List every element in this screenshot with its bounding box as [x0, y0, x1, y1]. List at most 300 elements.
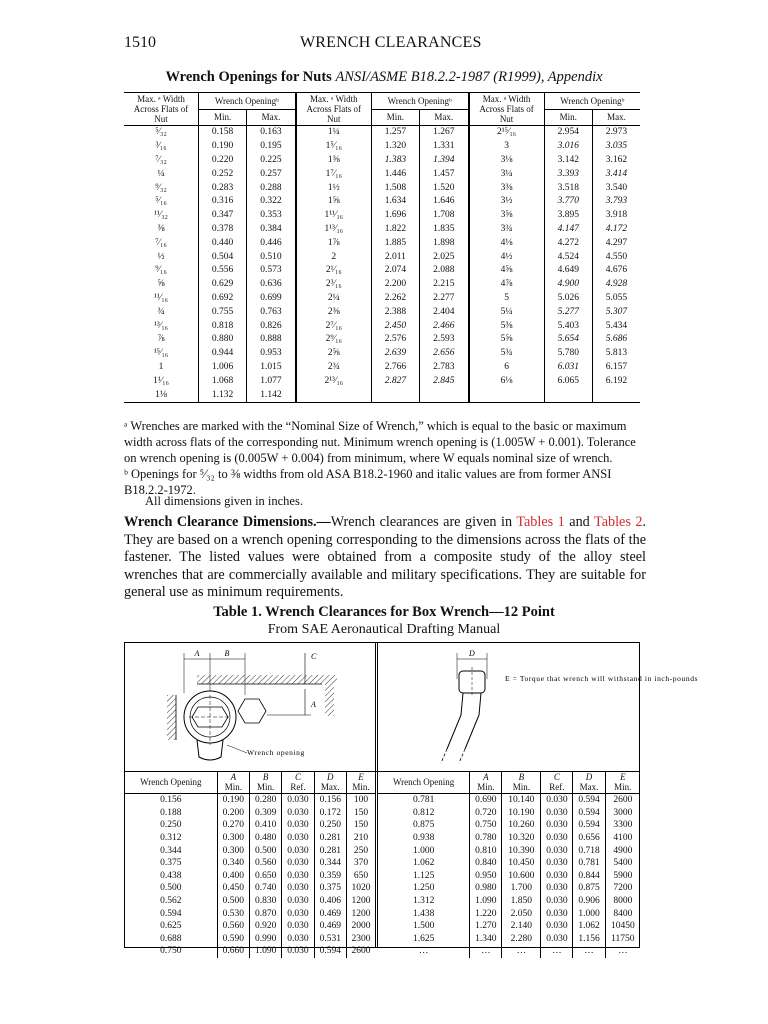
nut-table-cell — [371, 388, 419, 402]
nut-table-row — [124, 361, 640, 375]
clearance-row — [125, 832, 375, 845]
clearance-cell: 100 — [346, 794, 375, 807]
clearance-col-sub: Max. — [579, 782, 599, 792]
clearance-cell: 0.469 — [314, 920, 346, 933]
clearance-cell: … — [605, 945, 640, 958]
clearance-cell: … — [573, 945, 605, 958]
dim-label-b: B — [224, 649, 230, 658]
nut-table-cell: 2⁷⁄₁₆ — [296, 319, 372, 333]
nut-table-cell: 5.403 — [544, 319, 592, 333]
clearance-col-header — [346, 771, 375, 794]
torque-label — [505, 674, 698, 683]
nut-table-cell: 0.699 — [247, 292, 296, 306]
nut-table-cell: 2.639 — [371, 347, 419, 361]
clearance-row — [378, 819, 640, 832]
clearance-col-sub: Ref. — [549, 782, 565, 792]
nut-table-cell: 4⅞ — [469, 278, 545, 292]
clearance-cell: 2600 — [346, 945, 375, 958]
clearance-cell: 650 — [346, 870, 375, 883]
nut-table-cell: 3.793 — [592, 195, 640, 209]
clearance-cell: 1.090 — [470, 895, 502, 908]
clearance-cell: 0.030 — [282, 844, 314, 857]
wrench-handle-dashed — [441, 749, 465, 763]
clearance-row — [378, 920, 640, 933]
nut-table-cell: 3.518 — [544, 181, 592, 195]
nut-table-cell: 0.953 — [247, 347, 296, 361]
clearance-cell: 0.500 — [160, 883, 182, 894]
nut-table-cell: 1.257 — [371, 126, 419, 140]
clearance-cell: 370 — [346, 857, 375, 870]
clearance-cell: 0.359 — [314, 870, 346, 883]
clearance-cell: 0.270 — [217, 819, 249, 832]
table1-frame — [124, 642, 699, 957]
nut-table-title-main: Wrench Openings for Nuts — [165, 69, 332, 85]
nut-openings-table — [124, 92, 640, 403]
clearance-cell: 0.531 — [314, 933, 346, 946]
running-title: WRENCH CLEARANCES — [300, 34, 482, 51]
clearance-cell: 0.560 — [217, 920, 249, 933]
clearance-cell: 5900 — [605, 870, 640, 883]
clearance-cell: 1200 — [346, 895, 375, 908]
clearance-cell: 2600 — [605, 794, 640, 807]
dim-label-a2: A — [311, 700, 316, 709]
nut-table-cell: ⁹⁄₁₆ — [155, 265, 167, 276]
clearance-cell: 0.920 — [250, 920, 282, 933]
clearance-col-header — [378, 771, 470, 794]
nut-table-cell: 0.446 — [247, 236, 296, 250]
nut-table-cell: 0.504 — [199, 250, 247, 264]
nut-table-cell: 6.065 — [544, 374, 592, 388]
clearance-cell: 1.438 — [412, 908, 435, 919]
nut-table-cell: 2¼ — [296, 292, 372, 306]
clearance-cell: 0.720 — [470, 807, 502, 820]
clearance-col-name: B — [262, 772, 269, 782]
nut-table-cell: 4.649 — [544, 264, 592, 278]
clearance-col-name: C — [294, 772, 301, 782]
nut-table-cell — [296, 388, 372, 402]
wall-hatch-left — [167, 695, 176, 740]
clearance-cell: 0.312 — [160, 833, 182, 844]
col-max-header: Max. — [247, 109, 296, 126]
clearance-cell: 10.190 — [502, 807, 541, 820]
nut-table-cell: 1.634 — [371, 195, 419, 209]
nut-table-cell: ¹³⁄₁₆ — [154, 320, 168, 331]
clearance-table-left — [125, 771, 375, 958]
table-notes — [124, 418, 642, 498]
nut-table-cell: 0.316 — [199, 195, 247, 209]
clearance-cell: 1.270 — [470, 920, 502, 933]
clearance-cell: 1.340 — [470, 933, 502, 946]
clearance-col-name: C — [553, 772, 560, 782]
clearance-row — [125, 933, 375, 946]
nut-table-cell: 6.157 — [592, 361, 640, 375]
clearance-cell: 0.625 — [160, 921, 182, 932]
clearance-cell: 4900 — [605, 844, 640, 857]
clearance-cell: 0.300 — [217, 844, 249, 857]
clearance-col-sub: Min. — [352, 782, 370, 792]
clearance-col-sub: Max. — [320, 782, 340, 792]
nut-table-cell: 3¾ — [469, 223, 545, 237]
clearance-cell: 0.344 — [314, 857, 346, 870]
clearance-cell: 0.030 — [282, 933, 314, 946]
col-width-header-1: Max. ᵃ Width Across Flats of Nut — [124, 93, 199, 126]
clearance-row — [378, 945, 640, 958]
nut-table-cell: 2.277 — [419, 292, 468, 306]
nut-table-cell: 3.393 — [544, 167, 592, 181]
nut-table-cell: ⅜ — [157, 223, 165, 234]
clearance-cell: 0.500 — [250, 844, 282, 857]
nut-table-cell: 1.822 — [371, 223, 419, 237]
nut-table-cell: 4.676 — [592, 264, 640, 278]
nut-table-cell: 3.895 — [544, 209, 592, 223]
clearance-col-name: B — [518, 772, 525, 782]
col-min-header: Min. — [371, 109, 419, 126]
clearance-cell: 0.156 — [160, 795, 182, 806]
nut-table-row — [124, 264, 640, 278]
nut-table-cell: 3⅝ — [469, 209, 545, 223]
nut-table-cell: 0.322 — [247, 195, 296, 209]
clearance-cell: 8400 — [605, 907, 640, 920]
clearance-cell: 0.812 — [412, 807, 435, 818]
nut-table-cell: 0.252 — [199, 167, 247, 181]
nut-table-cell: 1⅜ — [296, 154, 372, 168]
nut-table-cell: 1 — [158, 361, 164, 372]
clearance-cell: 0.030 — [541, 907, 573, 920]
clearance-cell: 3300 — [605, 819, 640, 832]
clearance-cell: 0.340 — [217, 857, 249, 870]
nut-table-cell: 0.440 — [199, 236, 247, 250]
nut-table-cell: 1.708 — [419, 209, 468, 223]
clearance-cell: 0.980 — [470, 882, 502, 895]
nut-table-row — [124, 195, 640, 209]
nut-table-row — [124, 347, 640, 361]
clearance-cell: 0.594 — [573, 807, 605, 820]
nut-table-row — [124, 319, 640, 333]
nut-table-cell: ¹⁵⁄₁₆ — [153, 348, 169, 359]
clearance-cell: 0.781 — [412, 795, 435, 806]
clearance-cell: 0.030 — [282, 945, 314, 958]
nut-table-row — [124, 236, 640, 250]
nut-table-cell: 0.353 — [247, 209, 296, 223]
nut-table-row — [124, 167, 640, 181]
nut-table-cell: 3¼ — [469, 167, 545, 181]
nut-table-cell: 2.845 — [419, 374, 468, 388]
nut-table-cell: 1.068 — [199, 374, 247, 388]
nut-table-row — [124, 223, 640, 237]
clearance-cell: 0.030 — [282, 794, 314, 807]
nut-table-cell: 3⅛ — [469, 154, 545, 168]
nut-table-cell: 2¹⁵⁄₁₆ — [469, 126, 545, 140]
clearance-cell: 0.030 — [541, 832, 573, 845]
clearance-col-name: D — [327, 772, 334, 782]
nut-table-cell: 5.026 — [544, 292, 592, 306]
clearance-col-name: A — [230, 772, 237, 782]
col-width-header-3: Max. ᵃ Width Across Flats of Nut — [469, 93, 545, 126]
col-opening-header-1: Wrench Openingᵇ — [199, 93, 296, 110]
clearance-cell: 11750 — [605, 933, 640, 946]
nut-table-cell: 4.550 — [592, 250, 640, 264]
nut-table-cell: 1.142 — [247, 388, 296, 402]
nut-table-cell: 6.031 — [544, 361, 592, 375]
nut-table-cell: 2.656 — [419, 347, 468, 361]
clearance-cell: 0.844 — [573, 870, 605, 883]
nut-table-cell: 0.378 — [199, 223, 247, 237]
nut-table-cell: 2 — [296, 250, 372, 264]
nut-table-cell: 0.347 — [199, 209, 247, 223]
nut-table-cell: 0.556 — [199, 264, 247, 278]
nut-table-cell: 1.077 — [247, 374, 296, 388]
link-tables-2[interactable]: Tables 2 — [594, 514, 643, 530]
nut-table-row — [124, 181, 640, 195]
nut-table-row — [124, 278, 640, 292]
clearance-cell: 7200 — [605, 882, 640, 895]
nut-table-cell: 3.540 — [592, 181, 640, 195]
clearance-cell: 0.740 — [250, 882, 282, 895]
col-width-header-2: Max. ᵃ Width Across Flats of Nut — [296, 93, 372, 126]
link-tables-1[interactable]: Tables 1 — [516, 514, 565, 530]
nut-table-cell: 0.944 — [199, 347, 247, 361]
nut-table-cell: 3½ — [469, 195, 545, 209]
clearance-cell: 0.781 — [573, 857, 605, 870]
nut-table-cell — [469, 388, 545, 402]
clearance-cell: 2.280 — [502, 933, 541, 946]
nut-table-cell: 2.088 — [419, 264, 468, 278]
clearance-cell: 0.030 — [541, 807, 573, 820]
nut-table-cell — [419, 388, 468, 402]
nut-table-cell: 1⁷⁄₁₆ — [296, 167, 372, 181]
clearance-col-header — [573, 771, 605, 794]
nut-table-cell: 3.414 — [592, 167, 640, 181]
nut-table-cell: 1⅞ — [296, 236, 372, 250]
nut-table-cell: 5.813 — [592, 347, 640, 361]
clearance-cell: 0.344 — [160, 845, 182, 856]
nut-table-cell: ⁹⁄₃₂ — [155, 182, 167, 193]
units-note: All dimensions given in inches. — [145, 494, 303, 508]
clearance-cell: 0.950 — [470, 870, 502, 883]
clearance-cell: 0.690 — [470, 794, 502, 807]
nut-table-cell: 1.457 — [419, 167, 468, 181]
nut-table-cell: 5.780 — [544, 347, 592, 361]
nut-table-cell: ½ — [157, 251, 165, 262]
clearance-cell: 0.780 — [470, 832, 502, 845]
clearance-cell: 0.906 — [573, 895, 605, 908]
nut-table-cell: 2.200 — [371, 278, 419, 292]
clearance-cell: 0.656 — [573, 832, 605, 845]
clearance-row — [378, 933, 640, 946]
nut-table-cell: 0.225 — [247, 154, 296, 168]
clearance-cell: 0.562 — [160, 896, 182, 907]
clearance-body-left — [125, 794, 375, 958]
clearance-cell: 0.938 — [412, 833, 435, 844]
clearance-row — [125, 920, 375, 933]
clearance-cell: 0.840 — [470, 857, 502, 870]
nut-table-cell: 1.835 — [419, 223, 468, 237]
nut-table-cell: 1⁵⁄₁₆ — [296, 140, 372, 154]
col-min-header: Min. — [199, 109, 247, 126]
clearance-cell: 0.750 — [160, 946, 182, 957]
col-opening-header-3: Wrench Openingᵇ — [544, 93, 640, 110]
nut-table-cell: 0.763 — [247, 305, 296, 319]
clearance-header-right — [378, 771, 640, 794]
clearance-cell: 0.660 — [217, 945, 249, 958]
clearance-cell: 1.625 — [412, 933, 435, 944]
nut-table-cell: ¹¹⁄₃₂ — [154, 210, 168, 221]
nut-table-cell: 1.885 — [371, 236, 419, 250]
nut-table-cell: 2⁹⁄₁₆ — [296, 333, 372, 347]
clearance-row — [125, 907, 375, 920]
nut-table-cell: 2¹³⁄₁₆ — [296, 374, 372, 388]
clearance-cell: 0.200 — [217, 807, 249, 820]
nut-table-cell: 0.283 — [199, 181, 247, 195]
clearance-cell: 0.030 — [541, 895, 573, 908]
nut-table-cell: 5 — [469, 292, 545, 306]
clearance-cell: 0.030 — [541, 819, 573, 832]
nut-table-cell: 1.646 — [419, 195, 468, 209]
clearance-row — [125, 882, 375, 895]
nut-table-cell: 5⅝ — [469, 333, 545, 347]
clearance-cell: 0.030 — [282, 895, 314, 908]
clearance-cell: 0.030 — [541, 882, 573, 895]
clearance-cell: 0.250 — [314, 819, 346, 832]
clearance-cell: 0.375 — [314, 882, 346, 895]
nut-table-cell: 1.320 — [371, 140, 419, 154]
nut-table-cell: 3.142 — [544, 154, 592, 168]
clearance-col-header — [282, 771, 314, 794]
nut-table-cell: ¹¹⁄₁₆ — [154, 292, 168, 303]
clearance-cell: 1.500 — [412, 921, 435, 932]
clearance-col-sub: Min. — [477, 782, 495, 792]
clearance-cell: 0.810 — [470, 844, 502, 857]
nut-table-row — [124, 140, 640, 154]
nut-table-cell: 2.011 — [371, 250, 419, 264]
page-header — [124, 34, 644, 56]
clearance-cell: 0.030 — [282, 870, 314, 883]
clearance-row — [125, 870, 375, 883]
paragraph-text-3: . They are based on a wrench opening corresponding to the dimensions across the flats of the fastener. The listed values were obtained from a composite study of the alloy steel wrenches that are commercially available and military specifications. They are suitable for general use as minimum requirements. — [124, 514, 647, 601]
table1-title: Table 1. Wrench Clearances for Box Wrench—12 Point — [213, 604, 555, 620]
nut-table-cell: 0.818 — [199, 319, 247, 333]
nut-table-cell: 4.297 — [592, 236, 640, 250]
clearance-cell: 1.700 — [502, 882, 541, 895]
clearance-cell: 0.530 — [217, 907, 249, 920]
clearance-cell: 0.190 — [217, 794, 249, 807]
nut-table-cell: 5¼ — [469, 305, 545, 319]
nut-table-cell: 0.826 — [247, 319, 296, 333]
clearance-row — [125, 895, 375, 908]
clearance-col-header — [541, 771, 573, 794]
nut-table-cell: 2.074 — [371, 264, 419, 278]
nut-table-cell: 1.898 — [419, 236, 468, 250]
clearance-col-name: A — [483, 772, 489, 782]
nut-table-cell: 0.888 — [247, 333, 296, 347]
nut-table-cell: 2⅜ — [296, 305, 372, 319]
clearance-cell: 0.830 — [250, 895, 282, 908]
nut-table-cell — [592, 388, 640, 402]
nut-table-cell: 0.510 — [247, 250, 296, 264]
nut-table-cell: 4⅝ — [469, 264, 545, 278]
clearance-cell: 0.718 — [573, 844, 605, 857]
nut-table-cell: 2.466 — [419, 319, 468, 333]
nut-table-row — [124, 388, 640, 402]
clearance-cell: 0.594 — [160, 908, 182, 919]
clearance-col-header — [250, 771, 282, 794]
clearance-cell: 0.280 — [250, 794, 282, 807]
clearance-row — [378, 895, 640, 908]
nut-table-cell: 2.576 — [371, 333, 419, 347]
nut-table-cell: 3.035 — [592, 140, 640, 154]
nut-table-cell: 1.006 — [199, 361, 247, 375]
nut-table-cell: 0.220 — [199, 154, 247, 168]
clearance-cell: 210 — [346, 832, 375, 845]
paragraph-text-2: and — [564, 514, 595, 530]
nut-table-cell: 1.267 — [419, 126, 468, 140]
clearance-cell: 0.594 — [573, 819, 605, 832]
clearance-cell: 0.030 — [282, 907, 314, 920]
col-opening-header-2: Wrench Openingᵇ — [371, 93, 468, 110]
clearance-cell: 4100 — [605, 832, 640, 845]
clearance-row — [125, 844, 375, 857]
nut-table-cell: 4.524 — [544, 250, 592, 264]
clearance-cell: 0.375 — [160, 858, 182, 869]
nut-table-cell: 0.190 — [199, 140, 247, 154]
nut-table-title-standard: ANSI/ASME B18.2.2-1987 (R1999), Appendix — [335, 69, 603, 85]
nut-table-cell: 2.450 — [371, 319, 419, 333]
clearance-row — [378, 844, 640, 857]
nut-table-cell: 6⅛ — [469, 374, 545, 388]
nut-table-row — [124, 154, 640, 168]
page-number: 1510 — [124, 34, 156, 51]
clearance-cell: 2300 — [346, 933, 375, 946]
clearance-cell: 0.300 — [217, 832, 249, 845]
adjacent-hex — [238, 699, 266, 723]
clearance-header-left — [125, 771, 375, 794]
nut-table-cell: 4½ — [469, 250, 545, 264]
torque-label-text: E = Torque that wrench will withstand in inch-pounds — [505, 674, 699, 683]
nut-table-body — [124, 126, 640, 403]
nut-table-row — [124, 250, 640, 264]
clearance-row — [378, 882, 640, 895]
clearance-cell: 1200 — [346, 907, 375, 920]
clearance-cell: 150 — [346, 807, 375, 820]
clearance-cell: 0.450 — [217, 882, 249, 895]
clearance-cell: 0.875 — [412, 820, 435, 831]
clearance-cell: 0.030 — [282, 832, 314, 845]
nut-table-cell: 1.394 — [419, 154, 468, 168]
clearance-row — [125, 807, 375, 820]
clearance-cell: 0.281 — [314, 844, 346, 857]
nut-table-cell: 1½ — [296, 181, 372, 195]
nut-table-cell: 4⅛ — [469, 236, 545, 250]
wrench-opening-label: Wrench opening — [247, 748, 305, 757]
clearance-cell: 0.406 — [314, 895, 346, 908]
nut-table-cell: 0.692 — [199, 292, 247, 306]
torque-wrench-diagram — [381, 645, 699, 769]
nut-table-cell: 2.593 — [419, 333, 468, 347]
nut-table-cell: 2.973 — [592, 126, 640, 140]
nut-table-cell: 3⅜ — [469, 181, 545, 195]
clearance-cell: 10.260 — [502, 819, 541, 832]
nut-table-cell: ⁷⁄₃₂ — [155, 154, 167, 165]
note-b: ᵇ Openings for ⁵⁄₃₂ to ⅜ widths from old ASA B18.2-1960 and italic values are from former ANSI B18.2.2-1972. — [124, 467, 612, 497]
nut-table-cell: 6 — [469, 361, 545, 375]
dim-label-a: A — [194, 649, 200, 658]
nut-table-row — [124, 126, 640, 140]
clearance-cell: 1.125 — [412, 870, 435, 881]
clearance-cell: 1.062 — [573, 920, 605, 933]
clearance-cell: 0.030 — [541, 870, 573, 883]
clearance-cell: 0.281 — [314, 832, 346, 845]
clearance-cell: 0.309 — [250, 807, 282, 820]
